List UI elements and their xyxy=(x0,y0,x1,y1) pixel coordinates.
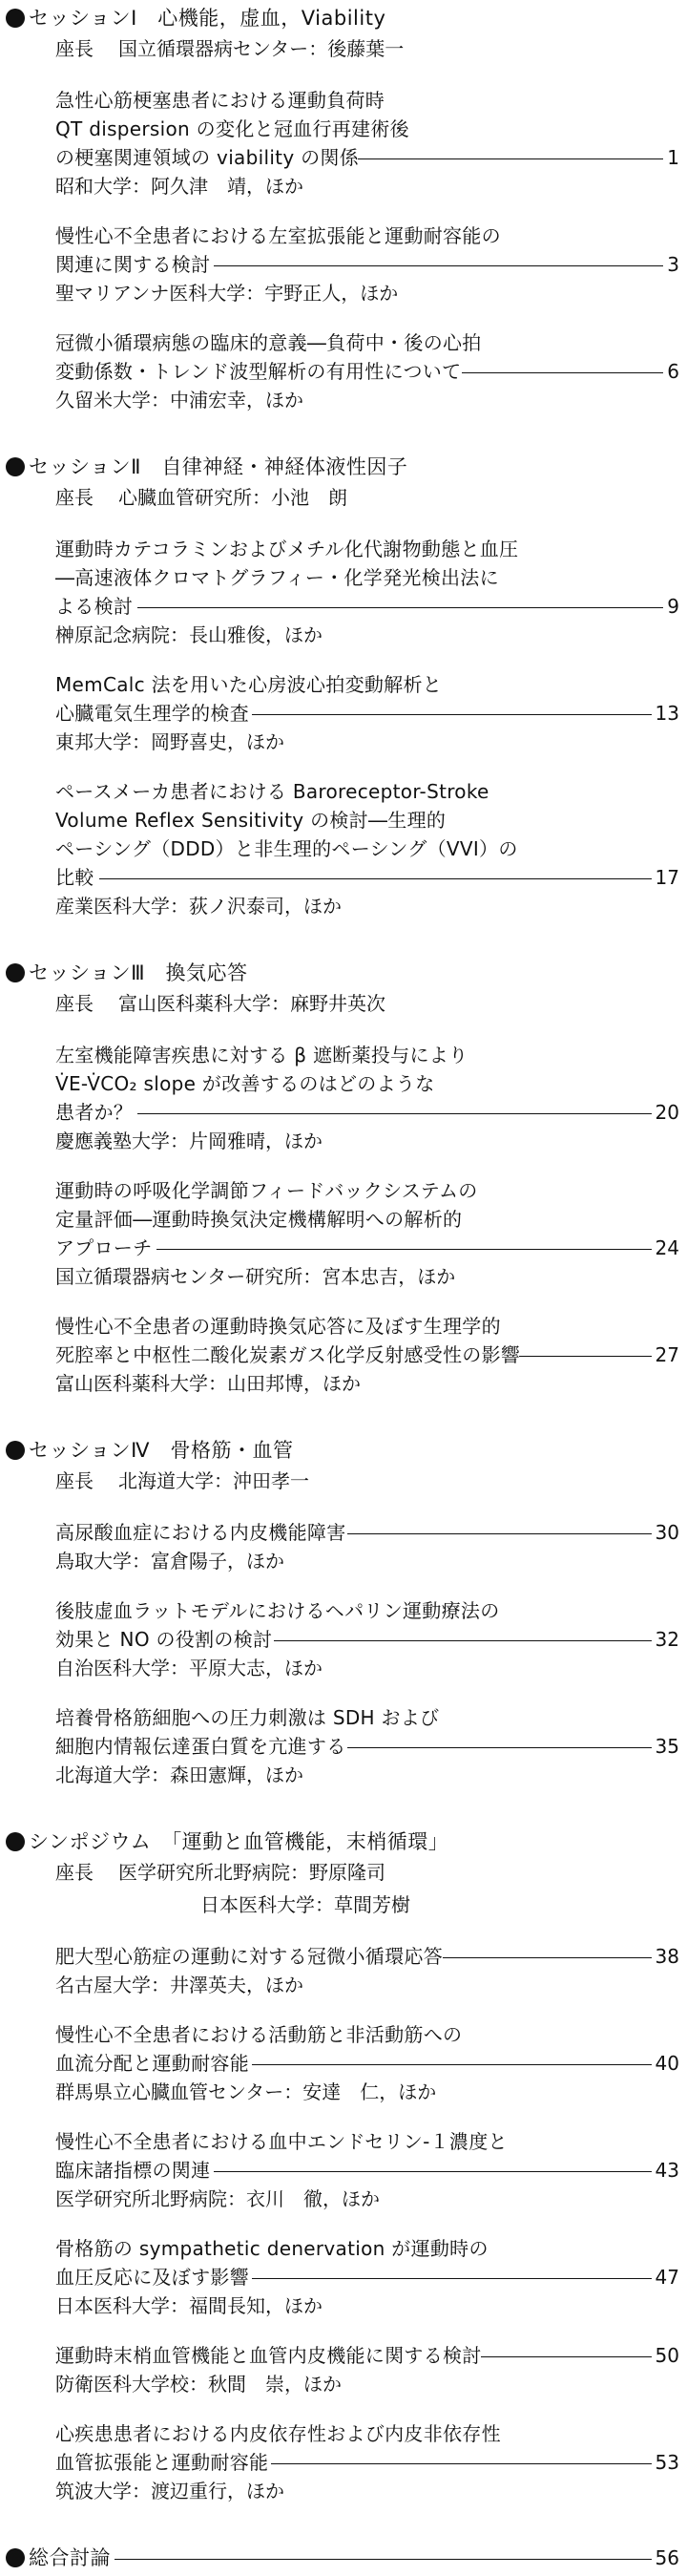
leader-line xyxy=(214,2171,652,2172)
entry-title-line: 心疾患患者における内皮依存性および内皮非依存性 xyxy=(55,2422,501,2445)
page-number: 43 xyxy=(655,2159,679,2182)
entry-title-line: 運動時末梢血管機能と血管内皮機能に関する検討 xyxy=(55,2344,482,2367)
entry-title-line: 比較 xyxy=(55,866,94,889)
chair-label: 座長 xyxy=(55,1469,94,1492)
chair-label: 座長 xyxy=(55,486,94,509)
page-number: 30 xyxy=(655,1521,679,1544)
entry-author: 群馬県立心臓血管センター：安達 仁，ほか xyxy=(55,2080,437,2103)
session-heading xyxy=(0,1436,687,1468)
leader-line xyxy=(462,372,663,373)
entry-title-line: 患者か？ xyxy=(55,1101,134,1124)
chair-name: 国立循環器病センター：後藤葉一 xyxy=(118,37,405,60)
session-heading xyxy=(0,4,687,36)
entry-title-line: QT dispersion の変化と冠血行再建術後 xyxy=(55,117,409,140)
entry-title-line: 効果と NO の役割の検討 xyxy=(55,1628,273,1651)
session-heading xyxy=(0,959,687,991)
session-title: セッションⅡ 自律神経・神経体液性因子 xyxy=(29,455,408,478)
session-heading xyxy=(0,453,687,485)
entry-author: 慶應義塾大学：片岡雅晴，ほか xyxy=(55,1130,323,1152)
entry-author: 北海道大学：森田憲輝，ほか xyxy=(55,1763,303,1786)
leader-line xyxy=(99,878,652,879)
entry-title-line: 関連に関する検討 xyxy=(55,253,211,276)
entry-author: 東邦大学：岡野喜史，ほか xyxy=(55,730,284,753)
leader-line xyxy=(252,2064,652,2065)
entry-title-line: 運動時の呼吸化学調節フィードバックシステムの xyxy=(55,1179,478,1202)
bullet-icon xyxy=(6,1441,25,1460)
leader-line xyxy=(347,1747,652,1748)
entry-title-line: 臨床諸指標の関連 xyxy=(55,2159,211,2182)
entry-title-line: 血圧反応に及ぼす影響 xyxy=(55,2266,249,2289)
leader-line xyxy=(347,1533,652,1534)
entry-author: 国立循環器病センター研究所：宮本忠吉，ほか xyxy=(55,1265,456,1288)
entry-title-line: 左室機能障害疾患に対する β 遮断薬投与により xyxy=(55,1044,468,1066)
entry-title-line: 定量評価―運動時換気決定機構解明への解析的 xyxy=(55,1208,463,1231)
entry-title-line: 慢性心不全患者における活動筋と非活動筋への xyxy=(55,2023,463,2046)
entry-author: 筑波大学：渡辺重行，ほか xyxy=(55,2480,284,2502)
leader-line xyxy=(271,2463,652,2464)
leader-line xyxy=(137,607,663,608)
entry-title-line: 運動時カテコラミンおよびメチル化代謝物動態と血圧 xyxy=(55,538,519,560)
chair-row xyxy=(0,1467,687,1499)
entry-author: 鳥取大学：富倉陽子，ほか xyxy=(55,1550,284,1573)
entry-title-line: 慢性心不全患者における血中エンドセリン-１濃度と xyxy=(55,2130,508,2153)
entry-author: 自治医科大学：平原大志，ほか xyxy=(55,1657,323,1679)
bullet-icon xyxy=(6,963,25,982)
general-discussion-heading[interactable] xyxy=(0,2544,687,2576)
bullet-icon xyxy=(6,2548,25,2567)
entry-author: 医学研究所北野病院：衣川 徹，ほか xyxy=(55,2187,380,2210)
page-number: 32 xyxy=(655,1628,679,1651)
entry-title-line: 培養骨格筋細胞への圧力刺激は SDH および xyxy=(55,1706,440,1729)
entry-title-line: 慢性心不全患者の運動時換気応答に及ぼす生理学的 xyxy=(55,1315,501,1338)
chair-row xyxy=(0,1890,687,1923)
leader-line xyxy=(252,714,652,715)
bullet-icon xyxy=(6,1832,25,1851)
page-number: 40 xyxy=(655,2052,679,2075)
entry-title-line: 冠微小循環病態の臨床的意義―負荷中・後の心拍 xyxy=(55,331,482,354)
session-title: セッションⅠ 心機能，虚血，Viability xyxy=(29,7,386,30)
entry-title-line: 急性心筋梗塞患者における運動負荷時 xyxy=(55,89,385,112)
leader-line xyxy=(358,158,663,159)
bullet-icon xyxy=(6,9,25,28)
page-number: 35 xyxy=(655,1735,679,1758)
entry-author: 富山医科薬科大学：山田邦博，ほか xyxy=(55,1372,361,1395)
chair-row xyxy=(0,1858,687,1890)
entry-title-line: よる検討 xyxy=(55,595,134,618)
page-number: 53 xyxy=(655,2451,679,2474)
entry-title-line: 高尿酸血症における内皮機能障害 xyxy=(55,1521,346,1544)
entry-title-line: 慢性心不全患者における左室拡張能と運動耐容能の xyxy=(55,224,501,247)
chair-name: 富山医科薬科大学：麻野井英次 xyxy=(118,992,385,1015)
chair-row xyxy=(0,34,687,67)
entry-title-line: V̇E-V̇CO₂ slope が改善するのはどのような xyxy=(55,1072,435,1095)
entry-title-line: 血流分配と運動耐容能 xyxy=(55,2052,249,2075)
bullet-icon xyxy=(6,457,25,476)
chair-label: 座長 xyxy=(55,992,94,1015)
final-title: 総合討論 xyxy=(29,2546,111,2569)
page-number: 9 xyxy=(667,595,679,618)
entry-author: 昭和大学：阿久津 靖，ほか xyxy=(55,175,303,198)
page-number: 24 xyxy=(655,1236,679,1259)
session-title: セッションⅢ 換気応答 xyxy=(29,961,248,984)
entry-title-line: 肥大型心筋症の運動に対する冠微小循環応答 xyxy=(55,1945,443,1968)
leader-line xyxy=(114,2559,652,2560)
leader-line xyxy=(519,1356,652,1357)
entry-title-line: MemCalc 法を用いた心房波心拍変動解析と xyxy=(55,673,443,696)
page-number: 6 xyxy=(667,360,679,383)
entry-author: 榊原記念病院：長山雅俊，ほか xyxy=(55,623,323,646)
entry-title-line: 骨格筋の sympathetic denervation が運動時の xyxy=(55,2237,489,2260)
entry-author: 名古屋大学：井澤英夫，ほか xyxy=(55,1974,303,1996)
entry-title-line: ペーシング（DDD）と非生理的ペーシング（VVI）の xyxy=(55,837,518,860)
entry-title-line: 変動係数・トレンド波型解析の有用性について xyxy=(55,360,462,383)
entry-author: 久留米大学：中浦宏幸，ほか xyxy=(55,389,303,412)
page-number: 20 xyxy=(655,1101,679,1124)
entry-title-line: Volume Reflex Sensitivity の検討―生理的 xyxy=(55,809,447,832)
page-number: 17 xyxy=(655,866,679,889)
page-number: 56 xyxy=(655,2546,679,2569)
leader-line xyxy=(137,1113,652,1114)
entry-title-line: 細胞内情報伝達蛋白質を亢進する xyxy=(55,1735,346,1758)
chair-name: 日本医科大学：草間芳樹 xyxy=(200,1893,410,1916)
entry-author: 産業医科大学：荻ノ沢泰司，ほか xyxy=(55,895,342,918)
page-number: 1 xyxy=(667,146,679,169)
chair-name: 心臓血管研究所：小池 朗 xyxy=(118,486,347,509)
leader-line xyxy=(156,1249,652,1250)
session-heading xyxy=(0,1827,687,1860)
leader-line xyxy=(274,1640,651,1641)
entry-author: 聖マリアンナ医科大学：宇野正人，ほか xyxy=(55,282,399,305)
entry-title-line: 後肢虚血ラットモデルにおけるヘパリン運動療法の xyxy=(55,1599,500,1622)
page-number: 13 xyxy=(655,702,679,725)
entry-title-line: の梗塞関連領域の viability の関係 xyxy=(55,146,360,169)
entry-title-line: アプローチ xyxy=(55,1236,153,1259)
leader-line xyxy=(252,2278,652,2279)
chair-row xyxy=(0,483,687,516)
entry-author: 防衛医科大学校：秋間 崇，ほか xyxy=(55,2373,342,2396)
chair-name: 北海道大学：沖田孝一 xyxy=(118,1469,309,1492)
entry-title-line: 心臓電気生理学的検査 xyxy=(55,702,249,725)
entry-title-line: ―高速液体クロマトグラフィー・化学発光検出法に xyxy=(55,566,499,589)
entry-author: 日本医科大学：福間長知，ほか xyxy=(55,2294,323,2317)
chair-row xyxy=(0,989,687,1022)
leader-line xyxy=(481,2356,652,2357)
session-title: シンポジウム 「運動と血管機能，末梢循環」 xyxy=(29,1830,449,1853)
entry-title-line: ペースメーカ患者における Baroreceptor-Stroke xyxy=(55,780,489,803)
page-number: 50 xyxy=(655,2344,679,2367)
leader-line xyxy=(214,265,663,266)
entry-title-line: 死腔率と中枢性二酸化炭素ガス化学反射感受性の影響 xyxy=(55,1343,521,1366)
chair-name: 医学研究所北野病院：野原隆司 xyxy=(118,1861,385,1884)
page-number: 3 xyxy=(667,253,679,276)
entry-title-line: 血管拡張能と運動耐容能 xyxy=(55,2451,269,2474)
session-title: セッションⅣ 骨格筋・血管 xyxy=(29,1439,294,1462)
chair-label: 座長 xyxy=(55,1861,94,1884)
page-number: 47 xyxy=(655,2266,679,2289)
chair-label: 座長 xyxy=(55,37,94,60)
page-number: 38 xyxy=(655,1945,679,1968)
page-number: 27 xyxy=(655,1343,679,1366)
leader-line xyxy=(443,1957,652,1958)
